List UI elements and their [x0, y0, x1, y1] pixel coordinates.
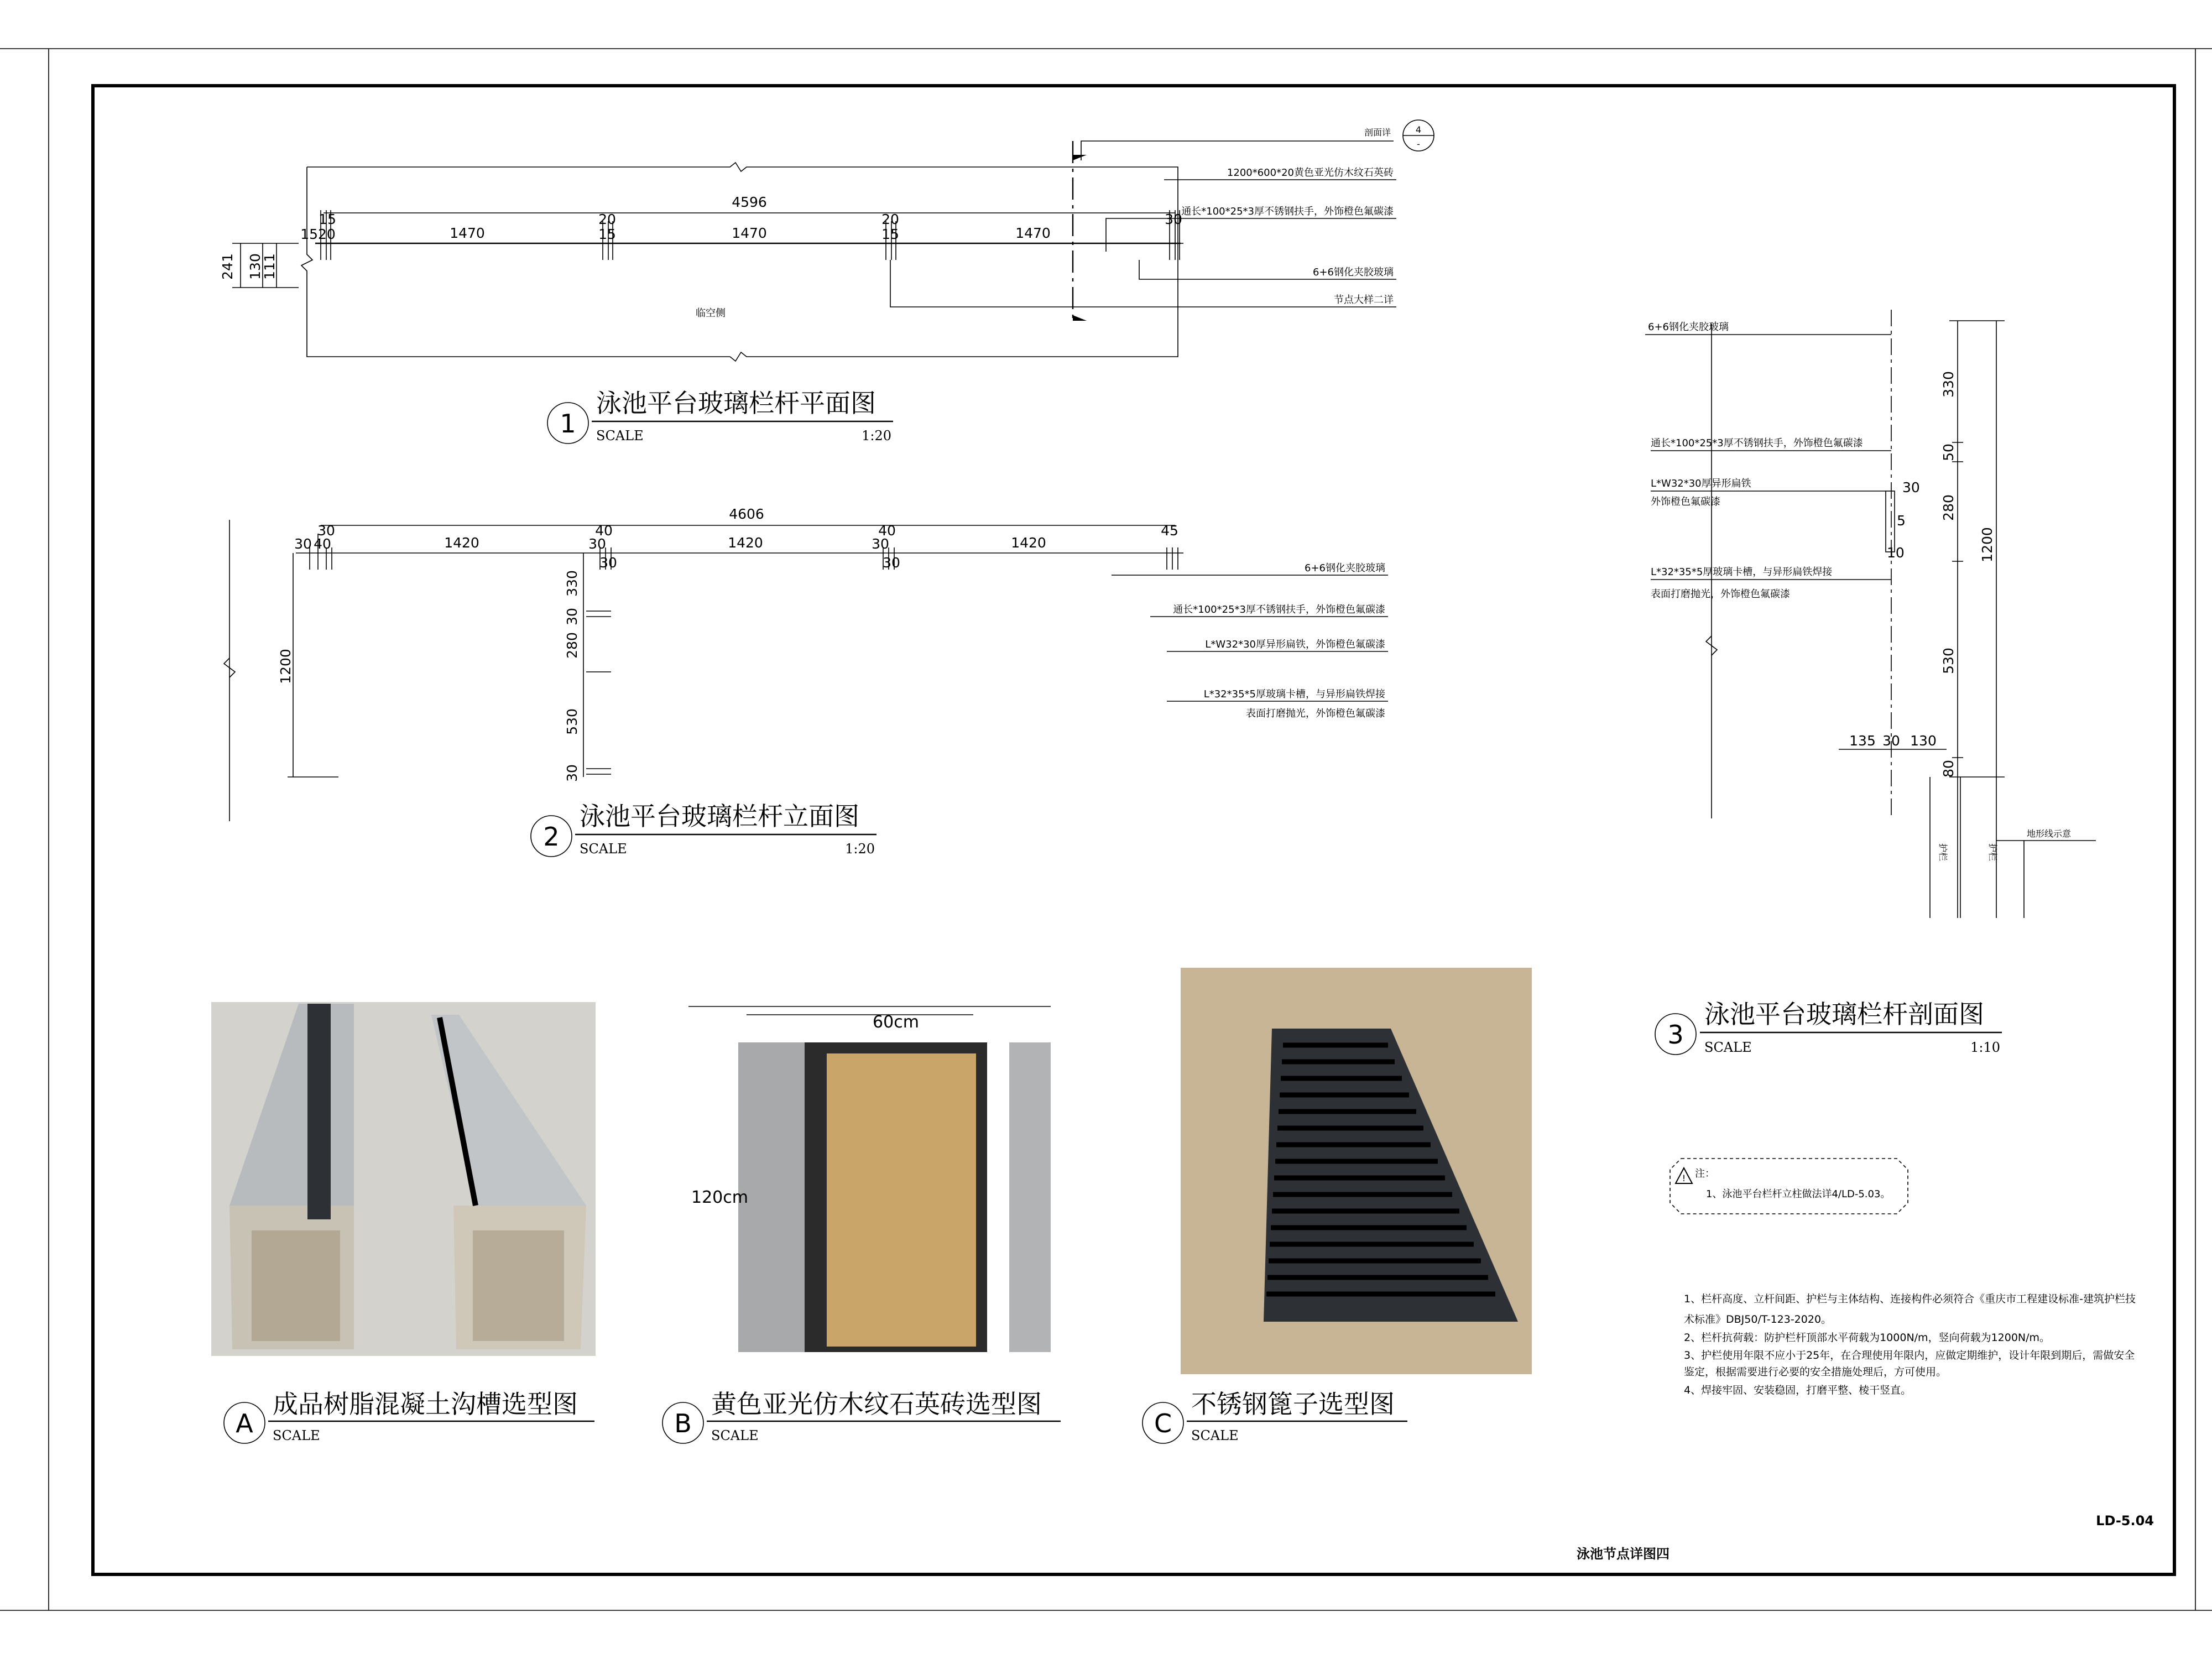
- sec-dim-w: 130: [1910, 733, 1937, 749]
- callout-leader: [1081, 141, 1394, 160]
- photo-letter: A: [236, 1408, 253, 1438]
- elev-dim-bottom: 30: [588, 536, 606, 552]
- plan-dim-v: 130: [247, 253, 263, 280]
- elev-dim-height: 1200: [278, 649, 294, 684]
- plan-dim-post: 20: [598, 211, 616, 227]
- plan-dim-post: 15: [319, 211, 336, 227]
- photo-letter: C: [1154, 1408, 1172, 1438]
- view-number: 1: [560, 409, 576, 439]
- callout-leader: [1106, 218, 1396, 252]
- sec-dim-v: 50: [1940, 444, 1957, 461]
- plan-dim-span: 1470: [1015, 225, 1051, 241]
- plan-callout-glass: 6+6钢化夹胶玻璃: [1313, 267, 1394, 278]
- trench-right-cavity: [473, 1230, 564, 1341]
- plan-dim-total: 4596: [732, 194, 767, 210]
- sec-callout-clip: L*32*35*5厚玻璃卡槽，与异形扁铁焊接: [1651, 566, 1833, 578]
- elev-dim-total: 4606: [729, 506, 764, 522]
- sec-dim-v: 80: [1940, 760, 1957, 778]
- view-scale-label: SCALE: [596, 428, 644, 444]
- elevation-view: [224, 506, 1388, 857]
- elev-dim-bottom: 30: [599, 555, 617, 571]
- trench-left-grate: [307, 1004, 331, 1219]
- elev-dim-span: 1420: [444, 535, 479, 551]
- elev-dim-bottom: 30: [294, 536, 312, 552]
- sec-dim-w: 30: [1882, 733, 1900, 749]
- plan-dim-left-edge: 1520: [300, 226, 336, 242]
- view-title: 泳池平台玻璃栏杆平面图: [596, 388, 876, 418]
- photo-caption: 不锈钢篦子选型图: [1191, 1389, 1395, 1419]
- sec-callout-ground: 地形线示意: [2027, 828, 2072, 839]
- sec-callout-flat-iron: 外饰橙色氟碳漆: [1651, 496, 1720, 508]
- plan-section-marker: [1073, 155, 1087, 160]
- sec-callout-clip: 表面打磨抛光，外饰橙色氟碳漆: [1651, 588, 1790, 600]
- elev-dim-top: 45: [1161, 523, 1178, 539]
- sec-dim: 10: [1887, 545, 1905, 561]
- elev-dim-bottom: 30: [883, 555, 900, 571]
- elev-dim-v: 280: [564, 632, 580, 659]
- photo-grate: [1142, 968, 1532, 1443]
- section-ref-num: 4: [1415, 124, 1422, 135]
- plan-callout-tile: 1200*600*20黄色亚光仿木纹石英砖: [1227, 167, 1394, 179]
- note-line: 鉴定，根据需要进行必要的安全措施处理后，方可使用。: [1684, 1366, 1947, 1378]
- photo-caption: 黄色亚光仿木纹石英砖选型图: [711, 1389, 1042, 1419]
- plan-side-label: 临空侧: [696, 307, 726, 319]
- trench-left-cavity: [252, 1230, 340, 1341]
- general-notes: [1684, 1293, 2136, 1396]
- view-scale-label: SCALE: [1704, 1040, 1752, 1055]
- section-view: [1645, 310, 2096, 1055]
- plan-outline: [301, 163, 1178, 361]
- tile-wood: [827, 1053, 976, 1347]
- sec-dim: 5: [1897, 513, 1906, 529]
- photo-caption: 成品树脂混凝土沟槽选型图: [273, 1389, 578, 1419]
- elev-dim-v: 30: [564, 764, 580, 782]
- notice-text: 1、泳池平台栏杆立柱做法详4/LD-5.03。: [1706, 1188, 1891, 1200]
- elev-callout-clip: L*32*35*5厚玻璃卡槽，与异形扁铁焊接: [1203, 688, 1385, 700]
- photo-scale-label: SCALE: [1191, 1428, 1239, 1443]
- note-line: 2、栏杆抗荷载：防护栏杆顶部水平荷载为1000N/m，竖向荷载为1200N/m。: [1684, 1332, 2051, 1344]
- elev-callout-clip: 表面打磨抛光，外饰橙色氟碳漆: [1246, 708, 1385, 719]
- sec-callout-handrail: 通长*100*25*3厚不锈钢扶手，外饰橙色氟碳漆: [1651, 437, 1863, 449]
- view-scale: 1:20: [862, 428, 891, 444]
- drawing-number: LD-5.04: [2096, 1513, 2154, 1528]
- elev-dim-top: 40: [595, 523, 613, 539]
- warning-icon: !: [1682, 1173, 1686, 1183]
- sec-rebar-label: 护栏: [1987, 843, 1998, 862]
- view-number: 3: [1667, 1020, 1684, 1050]
- view-scale: 1:10: [1970, 1040, 2000, 1055]
- photo-scale-label: SCALE: [711, 1428, 759, 1443]
- sec-callout-glass: 6+6钢化夹胶玻璃: [1648, 321, 1729, 333]
- tile-width-label: 60cm: [873, 1013, 919, 1032]
- sec-ground-line: [1996, 841, 2024, 918]
- elev-dim-span: 1420: [728, 535, 763, 551]
- sec-dim-w: 135: [1849, 733, 1876, 749]
- elev-dim-top: 40: [878, 523, 896, 539]
- view-title: 泳池平台玻璃栏杆剖面图: [1704, 999, 1984, 1029]
- elev-callout-handrail: 通长*100*25*3厚不锈钢扶手，外饰橙色氟碳漆: [1173, 604, 1385, 615]
- notice-box: [1670, 1159, 1908, 1214]
- plan-section-marker: [1073, 315, 1087, 321]
- elev-callout-flat-iron: L*W32*30厚异形扁铁，外饰橙色氟碳漆: [1205, 639, 1385, 650]
- plan-dim-span: 1470: [450, 225, 485, 241]
- section-flat-iron: [1886, 491, 1895, 552]
- view-scale: 1:20: [845, 841, 875, 857]
- section-ref-sheet: -: [1417, 139, 1420, 149]
- sec-dim-v: 330: [1940, 371, 1957, 398]
- photo-scale-label: SCALE: [273, 1428, 320, 1443]
- plan-dim-small: 15: [881, 226, 899, 242]
- sec-dim-v: 1200: [1979, 527, 1995, 562]
- note-line: 术标准》DBJ50/T-123-2020。: [1684, 1313, 1832, 1326]
- elev-dim-span: 1420: [1011, 535, 1046, 551]
- plan-callout-node: 节点大样二详: [1334, 294, 1394, 306]
- sec-dim-v: 280: [1940, 494, 1957, 521]
- tile-grey-left: [738, 1042, 805, 1352]
- tile-height-label: 120cm: [691, 1188, 748, 1207]
- plan-dim-post: 20: [881, 211, 899, 227]
- sec-callout-flat-iron: L*W32*30厚异形扁铁: [1651, 478, 1751, 489]
- sec-dim-v: 530: [1940, 648, 1957, 674]
- elev-dim-bottom: 40: [314, 536, 331, 552]
- plan-dim-span: 1470: [732, 225, 767, 241]
- elev-dim-v: 330: [564, 570, 580, 597]
- plan-view: [220, 120, 1434, 444]
- plan-dim-v: 111: [262, 253, 278, 280]
- photo-trench: [211, 1002, 596, 1443]
- elev-dim-top: 30: [317, 523, 335, 539]
- sec-rebar-label: 护栏: [1938, 843, 1948, 862]
- sheet-name: 泳池节点详图四: [1577, 1546, 1670, 1562]
- plan-callout-handrail: 通长*100*25*3厚不锈钢扶手，外饰橙色氟碳漆: [1181, 206, 1394, 217]
- note-line: 3、护栏使用年限不应小于25年，在合理使用年限内，应做定期维护，设计年限到期后，需做安全: [1684, 1349, 2135, 1361]
- elev-dim-v: 530: [564, 708, 580, 735]
- note-line: 1、栏杆高度、立杆间距、护栏与主体结构、连接构件必须符合《重庆市工程建设标准-建筑护栏技: [1684, 1293, 2136, 1305]
- elev-callout-glass: 6+6钢化夹胶玻璃: [1305, 562, 1385, 574]
- sec-dim: 30: [1902, 479, 1920, 495]
- notice-frame: [1670, 1159, 1908, 1214]
- plan-dim-small: 15: [598, 226, 616, 242]
- view-number: 2: [543, 822, 560, 852]
- photo-tile: [662, 1002, 1061, 1443]
- tile-grey-right: [1009, 1042, 1051, 1352]
- view-title: 泳池平台玻璃栏杆立面图: [580, 801, 859, 831]
- section-ref-label: 剖面详: [1364, 127, 1391, 138]
- elev-dim-bottom: 30: [872, 536, 889, 552]
- plan-dim-v-total: 241: [220, 253, 236, 280]
- note-line: 4、焊接牢固、安装稳固，打磨平整、棱干竖直。: [1684, 1384, 1912, 1396]
- view-scale-label: SCALE: [580, 841, 627, 857]
- photo-letter: B: [674, 1408, 692, 1438]
- notice-label: 注：: [1695, 1168, 1715, 1180]
- plan-dim-post: 30: [1165, 211, 1182, 227]
- elev-dim-v: 30: [564, 608, 580, 625]
